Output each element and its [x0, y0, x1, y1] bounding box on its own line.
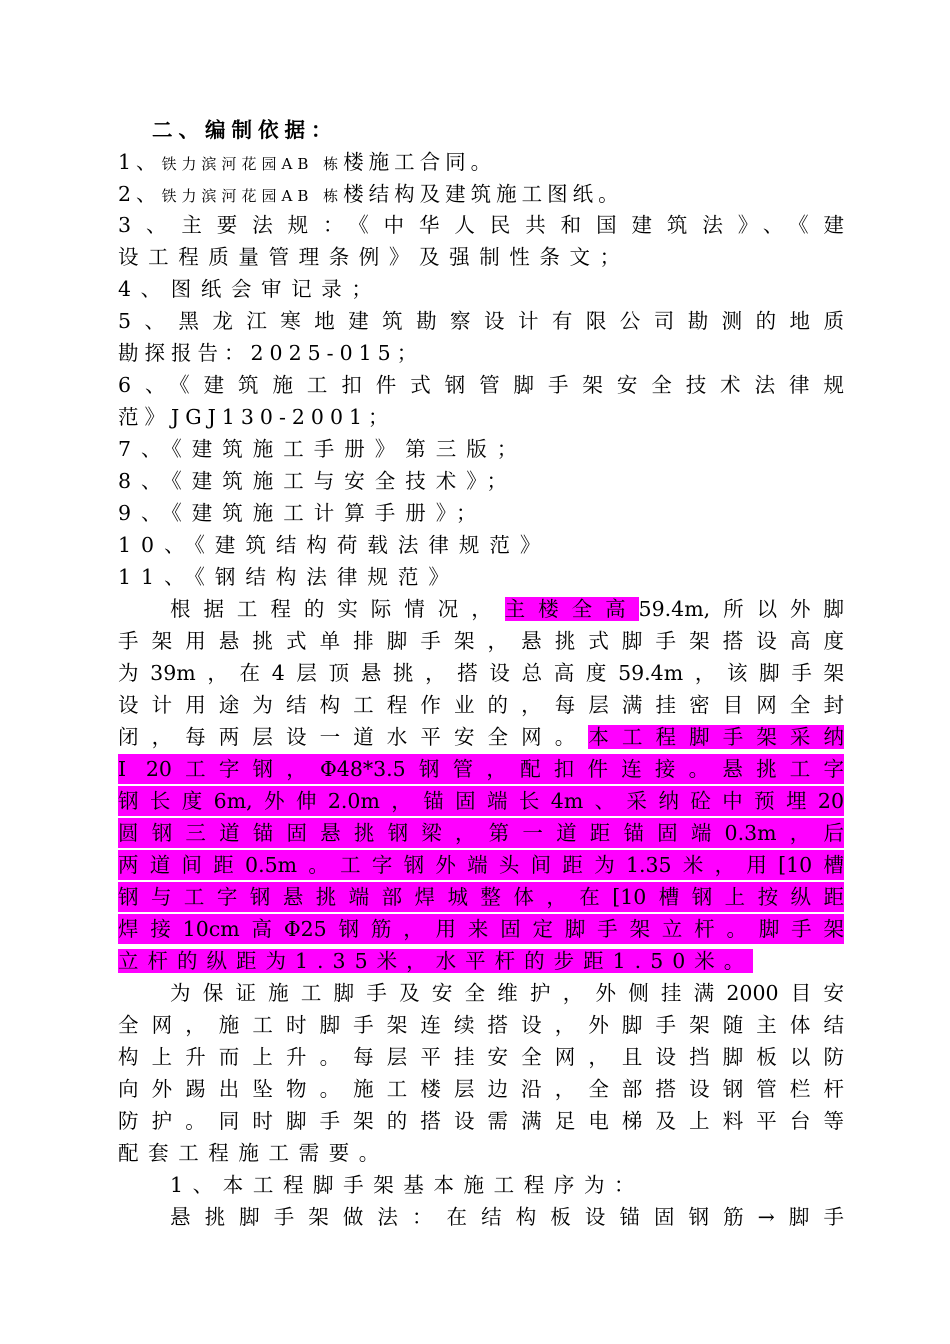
list-item: 8、《建筑施工与安全技术》；: [118, 469, 518, 493]
section-heading: 二、编制依据：: [152, 118, 338, 142]
list-item-continued: 勘探报告：2025-015；: [118, 341, 424, 365]
list-text: 楼结构及建筑施工图纸。: [343, 182, 624, 206]
paragraph-line: 防护。同时脚手架的搭设需满足电梯及上料平台等: [118, 1109, 844, 1133]
highlighted-text: 本工程脚手架采纳: [588, 725, 844, 749]
list-number: 1、: [118, 150, 162, 174]
list-item: 4、图纸会审记录；: [118, 277, 382, 301]
paragraph-line: 手架用悬挑式单排脚手架，悬挑式脚手架搭设高度: [118, 629, 844, 653]
highlighted-line: 钢与工字钢悬挑端部焊城整体，在[10槽钢上按纵距: [118, 882, 844, 912]
highlighted-text: 主楼全高: [504, 597, 639, 621]
highlighted-line: [118, 946, 753, 976]
highlighted-line: 焊接10cm高Φ25钢筋，用来固定脚手架立杆。脚手架: [118, 914, 844, 944]
project-name: 铁力滨河花园AB 栋: [161, 155, 344, 173]
list-item: 5、黑龙江寒地建筑勘察设计有限公司勘测的地质: [118, 309, 844, 333]
list-item: [118, 179, 844, 209]
list-text: 楼施工合同。: [343, 150, 497, 174]
paragraph-line: 配套工程施工需要。: [118, 1141, 389, 1165]
list-item: 7、《建筑施工手册》第三版；: [118, 437, 528, 461]
project-name: 铁力滨河花园AB 栋: [161, 187, 344, 205]
paragraph-line: 为保证施工脚手及安全维护，外侧挂满2000目安: [170, 981, 844, 1005]
text-run: 根据工程的实际情况，: [170, 597, 505, 621]
paragraph-line: 全网，施工时脚手架连续搭设，外脚手架随主体结: [118, 1013, 844, 1037]
list-item-continued: 范》JGJ130-2001；: [118, 405, 395, 429]
subsection-heading: 1、本工程脚手架基本施工程序为：: [170, 1173, 645, 1197]
list-item: 9、《建筑施工计算手册》；: [118, 501, 487, 525]
text-run: 59.4m,所以外脚: [638, 597, 844, 621]
list-item-continued: 设工程质量管理条例》及强制性条文；: [118, 245, 630, 269]
highlighted-line: 两道间距0.5m。工字钢外端头间距为1.35米，用[10槽: [118, 850, 844, 880]
paragraph-line: [118, 722, 844, 752]
paragraph-line: [170, 594, 844, 624]
list-item: [118, 147, 844, 177]
paragraph-line: 构上升而上升。每层平挂安全网，且设挡脚板以防: [118, 1045, 844, 1069]
highlighted-line: 钢长度6m,外伸2.0m，锚固端长4m、采纳砼中预埋20: [118, 786, 844, 816]
highlighted-line: 圆钢三道锚固悬挑钢梁，第一道距锚固端0.3m，后: [118, 818, 844, 848]
list-item: 3、主要法规：《中华人民共和国建筑法》、《建: [118, 213, 844, 237]
list-item: 11、《钢结构法律规范》: [118, 565, 459, 589]
list-item: 10、《建筑结构荷载法律规范》: [118, 533, 551, 557]
highlighted-text: 立杆的纵距为1.35米，水平杆的步距1.50米。: [118, 949, 754, 973]
list-number: 2、: [118, 182, 162, 206]
paragraph-line: 设计用途为结构工程作业的，每层满挂密目网全封: [118, 693, 844, 717]
list-item: 6、《建筑施工扣件式钢管脚手架安全技术法律规: [118, 373, 844, 397]
highlighted-line: I 20工字钢，Φ48*3.5钢管，配扣件连接。悬挑工字: [118, 754, 844, 784]
paragraph-line: 悬挑脚手架做法：在结构板设锚固钢筋→脚手: [170, 1205, 844, 1229]
paragraph-line: 为39m，在4层顶悬挑，搭设总高度59.4m，该脚手架: [118, 661, 844, 685]
paragraph-line: 向外踢出坠物。施工楼层边沿，全部搭设钢管栏杆: [118, 1077, 844, 1101]
text-run: 闭，每两层设一道水平安全网。: [118, 725, 589, 749]
